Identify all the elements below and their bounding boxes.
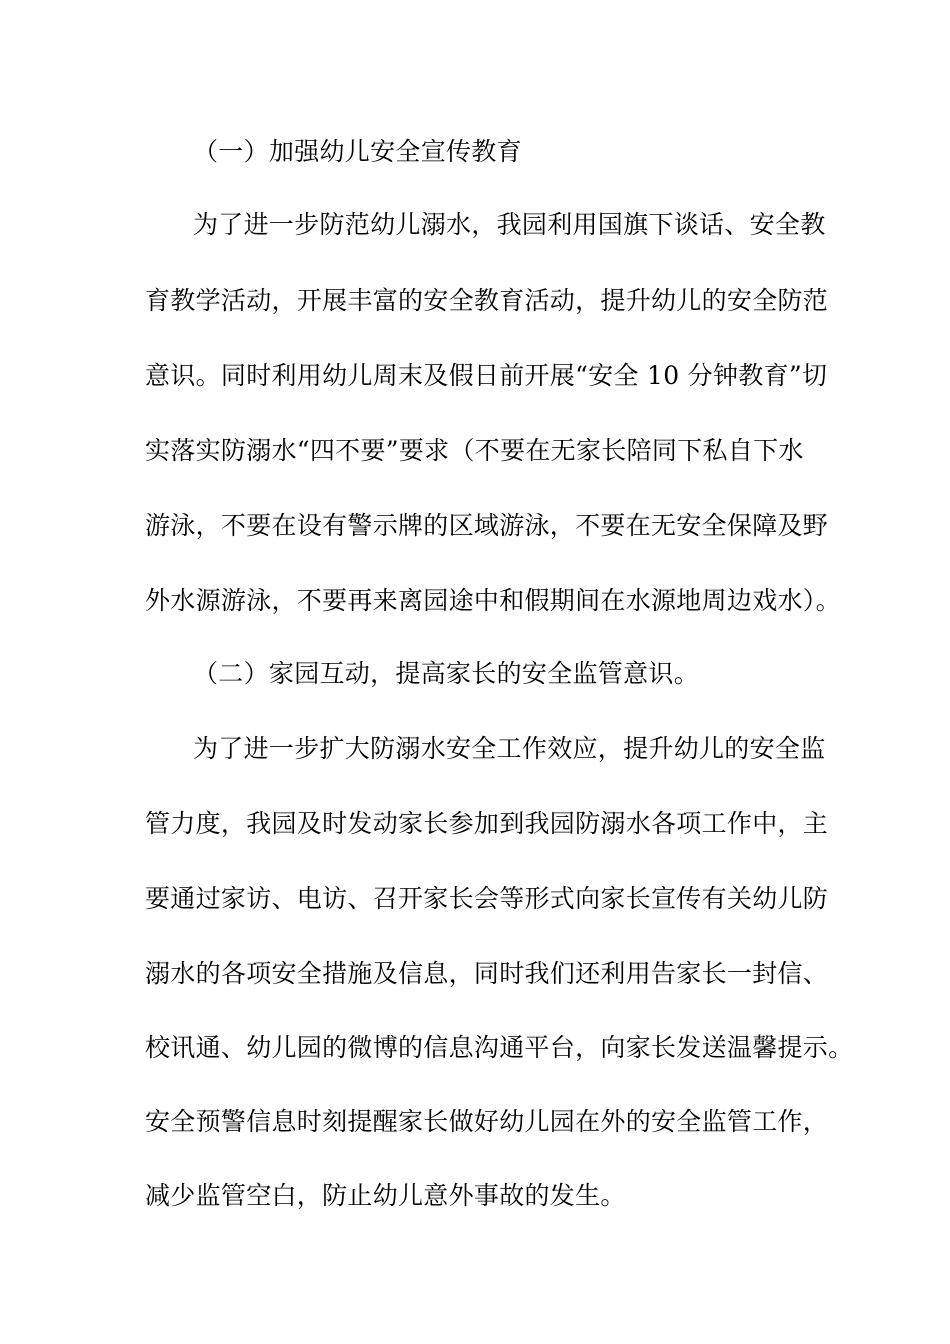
section-2-line-2: 管力度，我园及时发动家长参加到我园防溺水各项工作中，主 xyxy=(145,809,829,838)
section-2-line-1: 为了进一步扩大防溺水安全工作效应，提升幼儿的安全监 xyxy=(193,734,826,763)
section-2-line-4: 溺水的各项安全措施及信息，同时我们还利用告家长一封信、 xyxy=(145,959,829,988)
section-1-line-2: 育教学活动，开展丰富的安全教育活动，提升幼儿的安全防范 xyxy=(145,286,829,315)
section-1-heading: （一）加强幼儿安全宣传教育 xyxy=(193,137,522,166)
section-1-line-6: 外水源游泳，不要再来离园途中和假期间在水源地周边戏水）。 xyxy=(145,586,841,615)
section-2-heading: （二）家园互动，提高家长的安全监管意识。 xyxy=(193,659,700,688)
section-1-line-5: 游泳，不要在设有警示牌的区域游泳，不要在无安全保障及野 xyxy=(145,511,829,540)
section-2-line-7: 减少监管空白，防止幼儿意外事故的发生。 xyxy=(145,1181,626,1210)
section-1-line-1: 为了进一步防范幼儿溺水，我园利用国旗下谈话、安全教 xyxy=(193,210,826,239)
section-2-line-5: 校讯通、幼儿园的微博的信息沟通平台，向家长发送温馨提示。 xyxy=(145,1033,854,1062)
section-2-line-6: 安全预警信息时刻提醒家长做好幼儿园在外的安全监管工作， xyxy=(145,1107,829,1136)
section-2-line-3: 要通过家访、电访、召开家长会等形式向家长宣传有关幼儿防 xyxy=(145,884,829,913)
section-1-line-3: 意识。同时利用幼儿周末及假日前开展“安全 10 分钟教育”切 xyxy=(145,361,828,390)
section-1-line-4: 实落实防溺水“四不要”要求（不要在无家长陪同下私自下水 xyxy=(145,436,804,465)
